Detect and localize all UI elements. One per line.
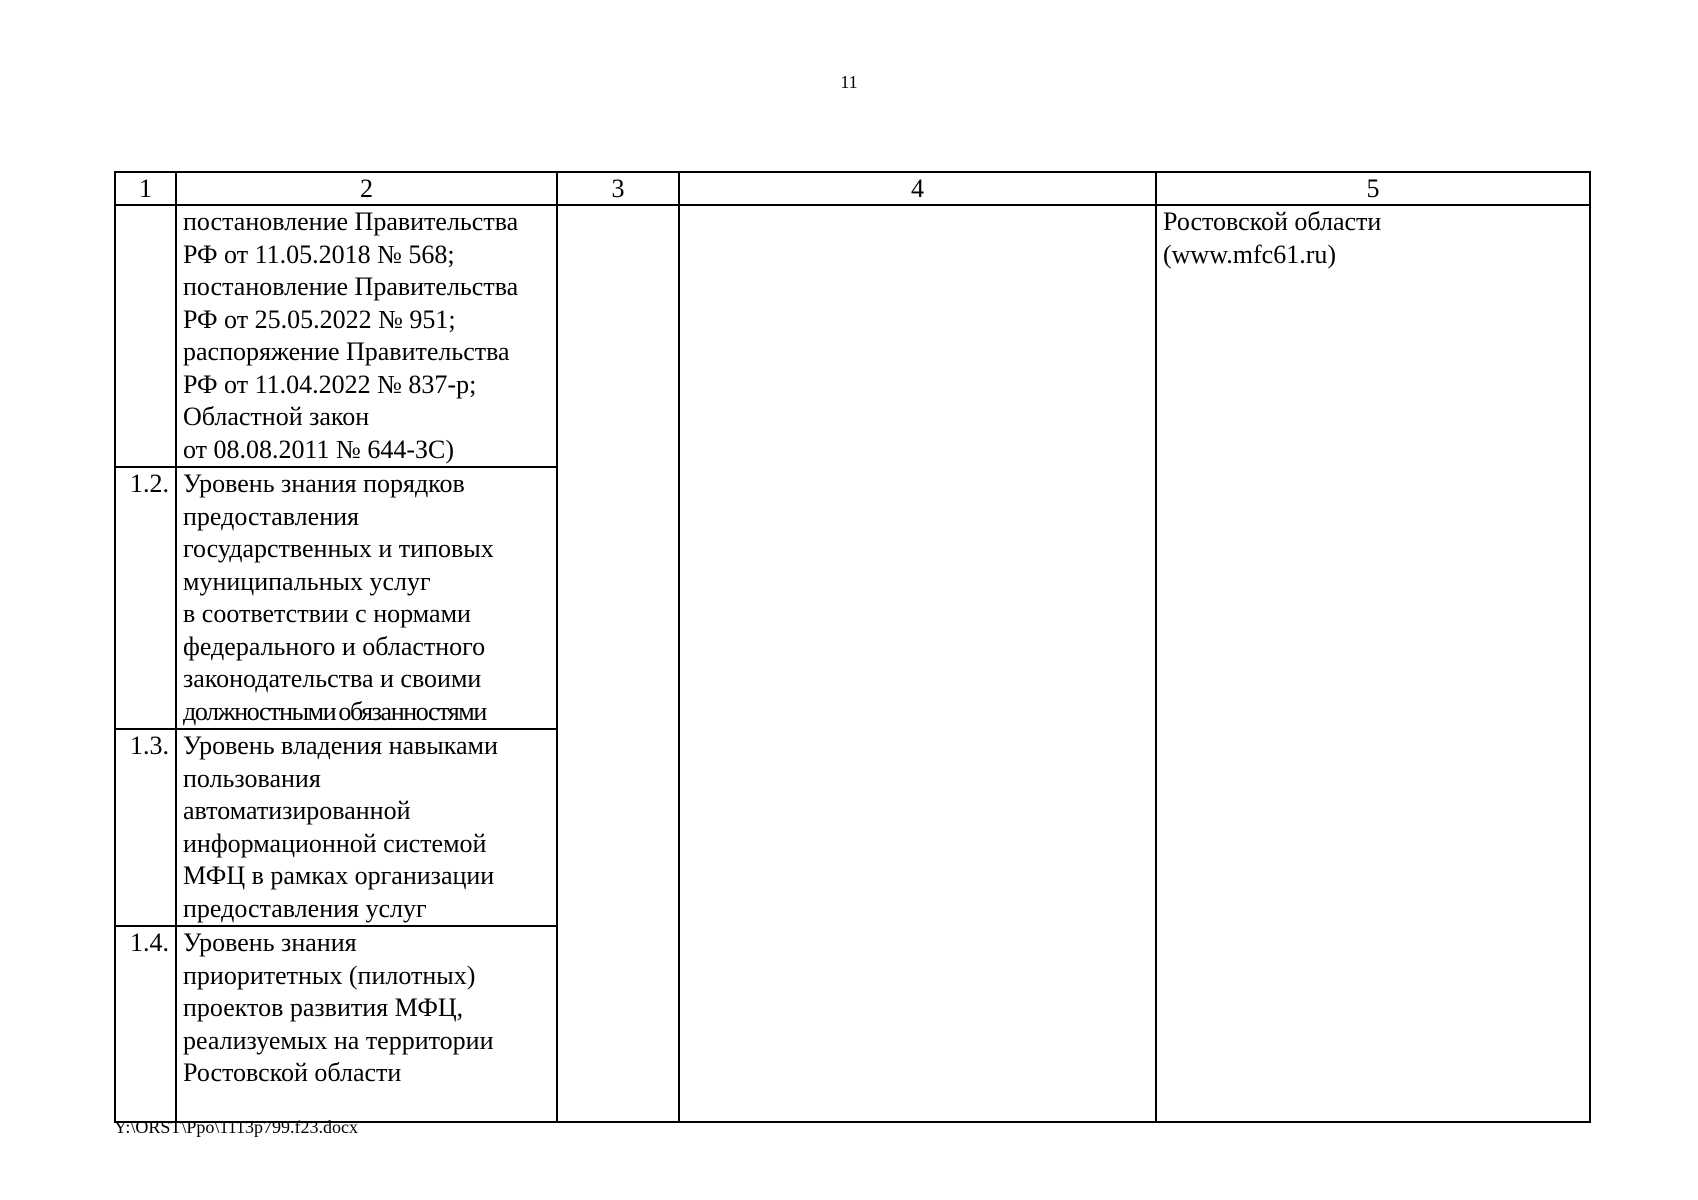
table-row-continuation (115, 205, 1590, 467)
column-4-cell (679, 205, 1156, 1122)
text-line: от 08.08.2011 № 644-ЗС) (183, 434, 455, 464)
header-col-5: 5 (1156, 172, 1590, 205)
text-line: Уровень владения навыками (183, 731, 498, 760)
column-5-cell (1156, 205, 1590, 1122)
header-col-1: 1 (115, 172, 176, 205)
indicator-description (176, 467, 557, 729)
text-line: Уровень знания порядков (183, 469, 465, 498)
text-line: Уровень знания (183, 928, 357, 957)
text-line: распоряжение Правительства (183, 337, 510, 366)
text-line: в соответствии с нормами (183, 599, 471, 628)
text-line: федерального и областного (183, 631, 486, 661)
row-number: 1.3. (115, 729, 176, 926)
text-line: РФ от 11.04.2022 № 837-р; (183, 369, 477, 399)
row-number-empty (115, 205, 176, 467)
indicators-table (114, 171, 1591, 1123)
text-line: МФЦ в рамках организации (183, 861, 495, 890)
header-col-3: 3 (557, 172, 679, 205)
indicator-description (176, 926, 557, 1122)
page-number: 11 (840, 72, 858, 92)
text-line: должностными обязанностями (183, 696, 486, 726)
table-header-row (115, 172, 1590, 205)
text-line: РФ от 25.05.2022 № 951; (183, 304, 456, 334)
document-file-path: Y:\ORST\Ppo\1113p799.f23.docx (114, 1117, 359, 1137)
column-3-cell (557, 205, 679, 1122)
row-number: 1.2. (115, 467, 176, 729)
text-line: Ростовской области (183, 1058, 402, 1087)
text-line: реализуемых на территории (183, 1025, 494, 1055)
header-col-2: 2 (176, 172, 557, 205)
text-line: (www.mfc61.ru) (1163, 239, 1337, 269)
text-line: приоритетных (пилотных) (183, 960, 476, 990)
indicator-description (176, 729, 557, 926)
text-line: РФ от 11.05.2018 № 568; (183, 239, 455, 269)
text-line: постановление Правительства (183, 272, 519, 301)
text-line: пользования (183, 763, 321, 793)
text-line: предоставления (183, 501, 359, 531)
text-line: Областной закон (183, 402, 370, 431)
continuation-legal-refs (176, 205, 557, 467)
text-line: предоставления услуг (183, 893, 427, 923)
text-line: государственных и типовых (183, 534, 494, 563)
text-line: Ростовской области (1163, 207, 1382, 236)
text-line: проектов развития МФЦ, (183, 993, 464, 1022)
text-line: постановление Правительства (183, 207, 519, 236)
text-line: муниципальных услуг (183, 566, 431, 596)
text-line: законодательства и своими (183, 664, 482, 693)
text-line: автоматизированной (183, 796, 411, 825)
header-col-4: 4 (679, 172, 1156, 205)
row-number: 1.4. (115, 926, 176, 1122)
text-line: информационной системой (183, 828, 487, 858)
